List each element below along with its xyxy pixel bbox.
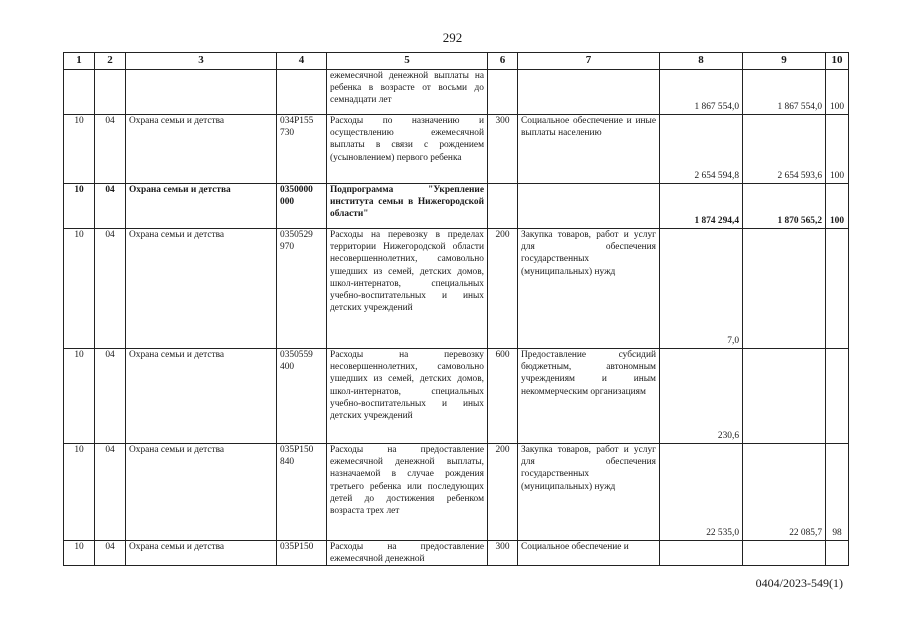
section-code-cell: 10 (64, 229, 95, 349)
subsection-code-cell (95, 70, 126, 115)
subsection-code-cell: 04 (95, 184, 126, 229)
table-row (64, 115, 849, 184)
section-name-cell: Охрана семьи и детства (126, 444, 277, 541)
column-header: 2 (95, 53, 126, 70)
planned-amount-cell: 1 874 294,4 (660, 184, 743, 229)
planned-amount-cell: 22 535,0 (660, 444, 743, 541)
actual-amount-cell: 1 867 554,0 (743, 70, 826, 115)
expense-type-name-cell: Социальное обеспечение и иные выплаты населению (518, 115, 660, 184)
expense-type-name-cell (518, 184, 660, 229)
planned-amount-cell: 7,0 (660, 229, 743, 349)
actual-amount-cell: 1 870 565,2 (743, 184, 826, 229)
expense-type-name-cell: Социальное обеспечение и (518, 541, 660, 566)
target-article-cell: 0350559 400 (277, 349, 327, 444)
subsection-code-cell: 04 (95, 349, 126, 444)
expense-type-name-cell: Закупка товаров, работ и услуг для обеспечения государственных (муниципальных) нужд (518, 229, 660, 349)
column-header: 5 (327, 53, 488, 70)
column-header: 7 (518, 53, 660, 70)
expense-description-cell: Расходы на предоставление ежемесячной денежной (327, 541, 488, 566)
expense-description-cell: Расходы на предоставление ежемесячной денежной выплаты, назначаемой в случае рождения третьего ребенка или последующих детей до достижения ребенком возраста трех лет (327, 444, 488, 541)
execution-percent-cell: 98 (826, 444, 849, 541)
target-article-cell: 035P150 840 (277, 444, 327, 541)
section-name-cell (126, 70, 277, 115)
planned-amount-cell: 230,6 (660, 349, 743, 444)
section-code-cell (64, 70, 95, 115)
planned-amount-cell: 1 867 554,0 (660, 70, 743, 115)
actual-amount-cell (743, 349, 826, 444)
target-article-cell (277, 70, 327, 115)
execution-percent-cell (826, 229, 849, 349)
section-code-cell: 10 (64, 115, 95, 184)
expense-type-code-cell: 300 (488, 115, 518, 184)
subsection-code-cell: 04 (95, 444, 126, 541)
execution-percent-cell (826, 541, 849, 566)
expense-type-name-cell (518, 70, 660, 115)
subsection-code-cell: 04 (95, 229, 126, 349)
expense-type-code-cell: 600 (488, 349, 518, 444)
expense-type-code-cell: 200 (488, 229, 518, 349)
header-row (64, 53, 849, 70)
actual-amount-cell (743, 541, 826, 566)
expense-type-code-cell: 200 (488, 444, 518, 541)
section-name-cell: Охрана семьи и детства (126, 115, 277, 184)
target-article-cell: 034P155 730 (277, 115, 327, 184)
expense-description-cell: Подпрограмма "Укрепление института семьи в Нижегородской области" (327, 184, 488, 229)
table-row (64, 541, 849, 566)
expense-description-cell: Расходы по назначению и осуществлению ежемесячной выплаты в связи с рождением (усыновлением) первого ребенка (327, 115, 488, 184)
target-article-cell: 0350000 000 (277, 184, 327, 229)
section-code-cell: 10 (64, 349, 95, 444)
table-row (64, 70, 849, 115)
expense-type-name-cell: Предоставление субсидий бюджетным, автономным учреждениям и иным некоммерческим организациям (518, 349, 660, 444)
section-code-cell: 10 (64, 184, 95, 229)
column-header: 10 (826, 53, 849, 70)
page-number: 292 (442, 30, 463, 45)
column-header: 9 (743, 53, 826, 70)
planned-amount-cell: 2 654 594,8 (660, 115, 743, 184)
execution-percent-cell: 100 (826, 184, 849, 229)
expense-description-cell: Расходы на перевозку несовершеннолетних, самовольно ушедших из семей, детских домов, школ-интернатов, специальных учебно-воспитательных и иных детских учреждений (327, 349, 488, 444)
execution-percent-cell (826, 349, 849, 444)
section-name-cell: Охрана семьи и детства (126, 229, 277, 349)
target-article-cell: 0350529 970 (277, 229, 327, 349)
column-header: 3 (126, 53, 277, 70)
target-article-cell: 035P150 (277, 541, 327, 566)
actual-amount-cell: 22 085,7 (743, 444, 826, 541)
expense-type-name-cell: Закупка товаров, работ и услуг для обеспечения государственных (муниципальных) нужд (518, 444, 660, 541)
execution-percent-cell: 100 (826, 70, 849, 115)
table-row (64, 184, 849, 229)
column-header: 8 (660, 53, 743, 70)
column-header: 4 (277, 53, 327, 70)
expense-type-code-cell (488, 184, 518, 229)
execution-percent-cell: 100 (826, 115, 849, 184)
expense-type-code-cell (488, 70, 518, 115)
planned-amount-cell (660, 541, 743, 566)
column-header: 1 (64, 53, 95, 70)
section-name-cell: Охрана семьи и детства (126, 541, 277, 566)
table-row (64, 229, 849, 349)
actual-amount-cell (743, 229, 826, 349)
column-header: 6 (488, 53, 518, 70)
table-row (64, 444, 849, 541)
section-name-cell: Охрана семьи и детства (126, 349, 277, 444)
budget-table (63, 52, 849, 566)
section-name-cell: Охрана семьи и детства (126, 184, 277, 229)
document-code: 0404/2023-549(1) (755, 576, 843, 590)
subsection-code-cell: 04 (95, 541, 126, 566)
actual-amount-cell: 2 654 593,6 (743, 115, 826, 184)
expense-description-cell: Расходы на перевозку в пределах территории Нижегородской области несовершеннолетних, самовольно ушедших из семей, детских домов, школ-интернатов, специальных учебно-воспитательных и иных детских учреждений (327, 229, 488, 349)
expense-type-code-cell: 300 (488, 541, 518, 566)
table-row (64, 349, 849, 444)
expense-description-cell: ежемесячной денежной выплаты на ребенка в возрасте от восьми до семнадцати лет (327, 70, 488, 115)
section-code-cell: 10 (64, 444, 95, 541)
section-code-cell: 10 (64, 541, 95, 566)
subsection-code-cell: 04 (95, 115, 126, 184)
